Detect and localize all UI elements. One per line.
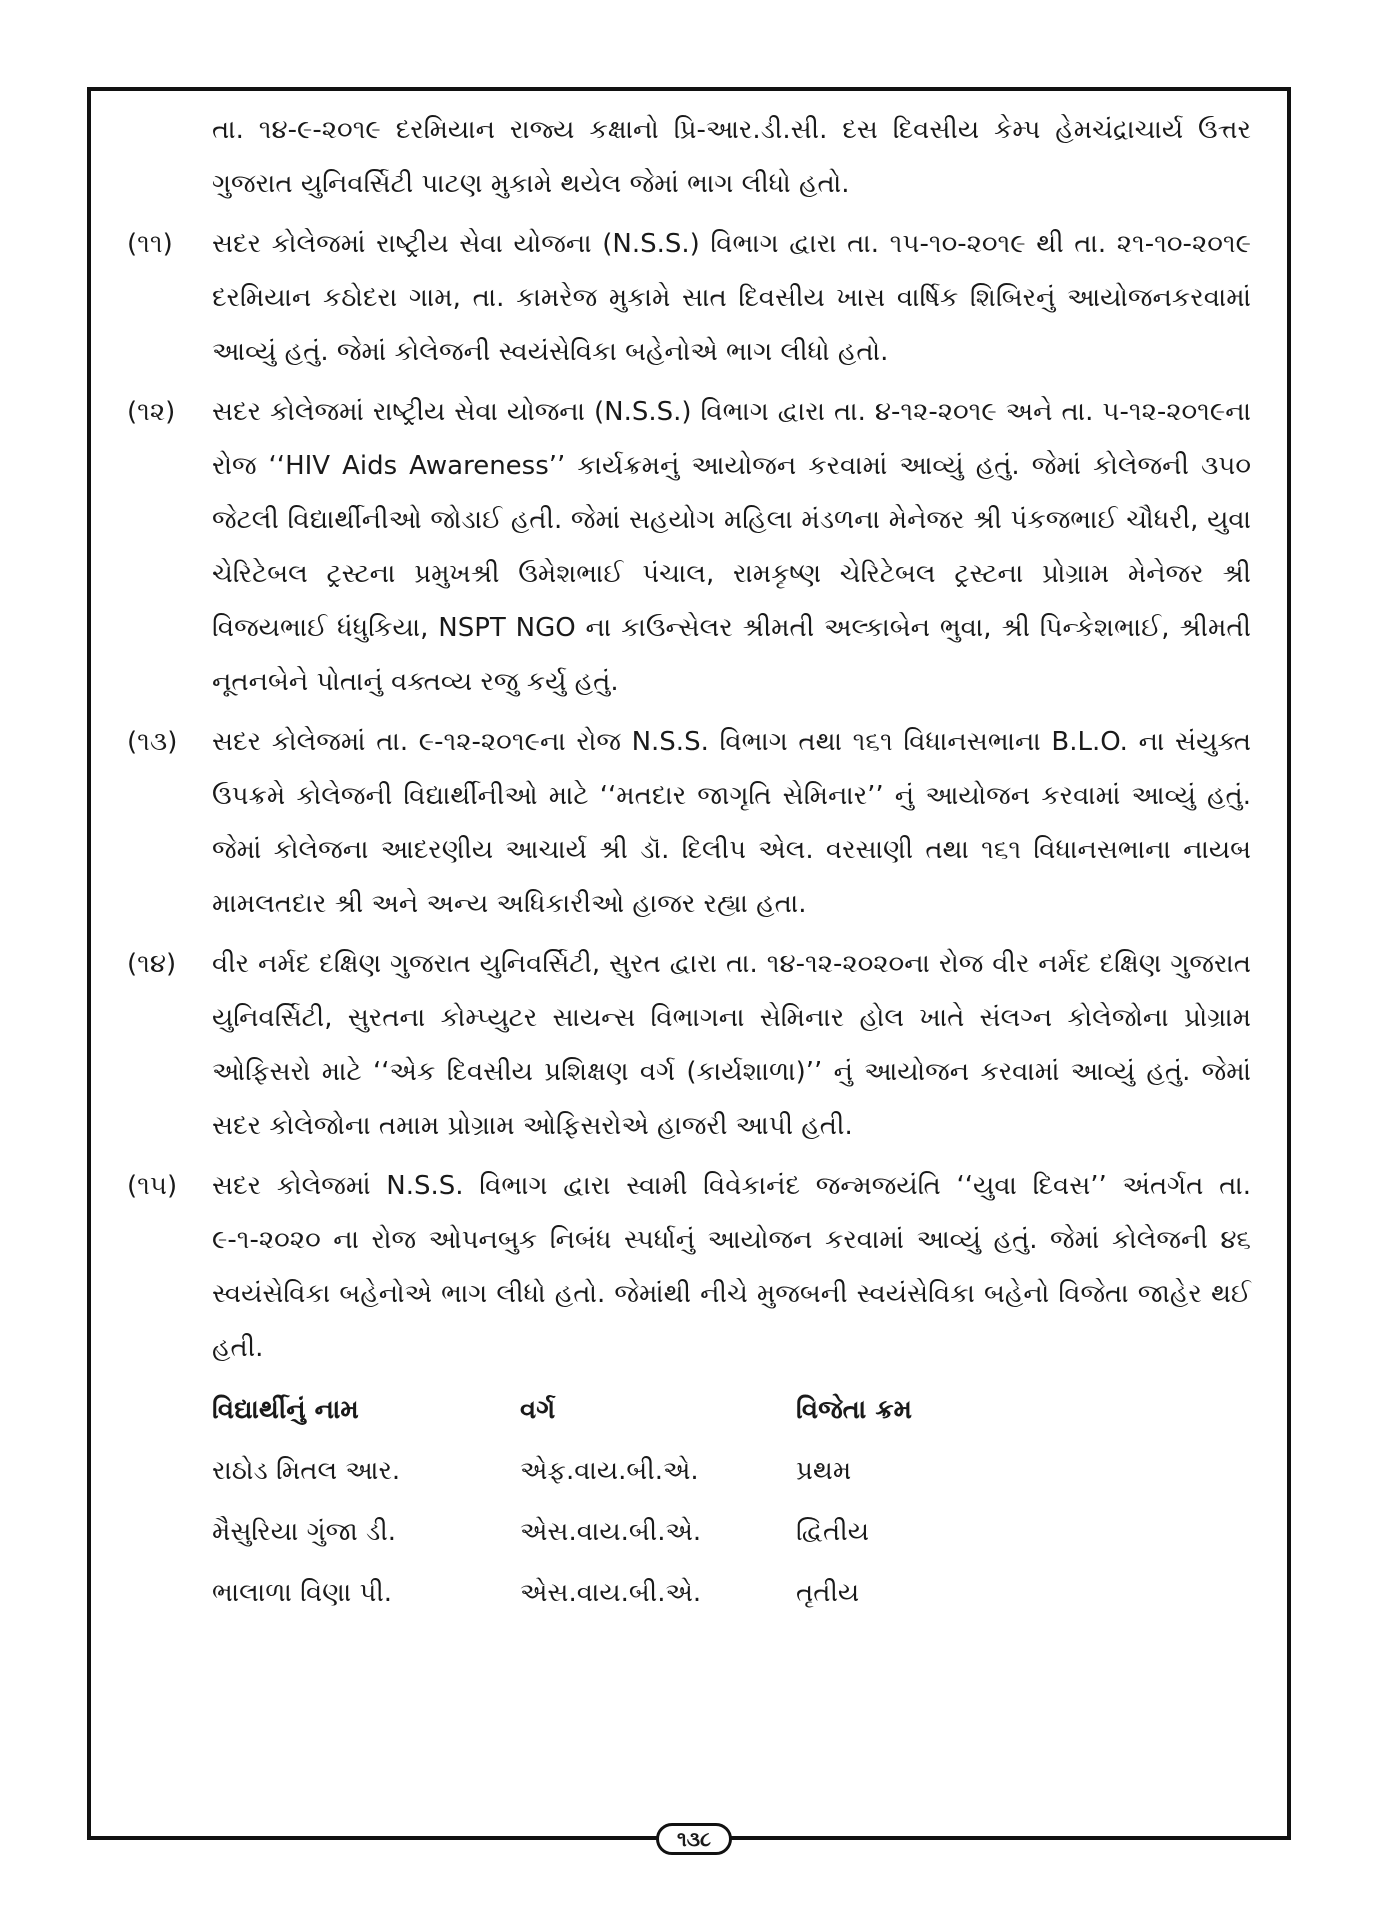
- student-name: મૈસુરિયા ગુંજા ડી.: [212, 1516, 397, 1547]
- winners-table: [127, 1379, 1251, 1623]
- table-row: [212, 1501, 1251, 1562]
- item-number: (૧૪): [127, 949, 177, 979]
- student-class: એફ.વાય.બી.એ.: [520, 1455, 699, 1486]
- item-number: (૧૫): [127, 1171, 178, 1201]
- column-header-name: વિદ્યાર્થીનું નામ: [212, 1394, 359, 1425]
- list-item: [127, 1159, 1251, 1375]
- column-header-rank: વિજેતા ક્રમ: [796, 1394, 913, 1425]
- winner-rank: તૃતીય: [796, 1577, 860, 1608]
- student-class: એસ.વાય.બી.એ.: [520, 1577, 702, 1608]
- intro-paragraph: તા. ૧૪-૯-૨૦૧૯ દરમિયાન રાજ્ય કક્ષાનો પ્રિ-આર.ડી.સી. દસ દિવસીય કેમ્પ હેમચંદ્રાચાર્ય ઉત્તર ગુજરાત યુનિવર્સિટી પાટણ મુકામે થયેલ જેમાં ભાગ લીધો હતો.: [212, 115, 1251, 199]
- student-class: એસ.વાય.બી.એ.: [520, 1516, 702, 1547]
- item-text: વીર નર્મદ દક્ષિણ ગુજરાત યુનિવર્સિટી, સુરત દ્વારા તા. ૧૪-૧૨-૨૦૨૦ના રોજ વીર નર્મદ દક્ષિણ ગુજરાત યુનિવર્સિટી, સુરતના કોમ્પ્યુટર સાયન્સ વિભાગના સેમિનાર હોલ ખાતે સંલગ્ન કોલેજોના પ્રોગ્રામ ઓફિસરો માટે ‘‘એક દિવસીય પ્રશિક્ષણ વર્ગ (કાર્યશાળા)’’ નું આયોજન કરવામાં આવ્યું હતું. જેમાં સદર કોલેજોના તમામ પ્રોગ્રામ ઓફિસરોએ હાજરી આપી હતી.: [212, 949, 1251, 1141]
- table-row: [212, 1562, 1251, 1623]
- item-text: સદર કોલેજમાં તા. ૯-૧૨-૨૦૧૯ના રોજ N.S.S. વિભાગ તથા ૧૬૧ વિધાનસભાના B.L.O. ના સંયુક્ત ઉપક્રમે કોલેજની વિદ્યાર્થીનીઓ માટે ‘‘મતદાર જાગૃતિ સેમિનાર’’ નું આયોજન કરવામાં આવ્યું હતું. જેમાં કોલેજના આદરણીય આચાર્ય શ્રી ડૉ. દિલીપ એલ. વરસાણી તથા ૧૬૧ વિધાનસભાના નાયબ મામલતદાર શ્રી અને અન્ય અધિકારીઓ હાજર રહ્યા હતા.: [212, 727, 1251, 919]
- page-content: [127, 103, 1251, 1623]
- item-text: સદર કોલેજમાં રાષ્ટ્રીય સેવા યોજના (N.S.S.) વિભાગ દ્વારા તા. ૧૫-૧૦-૨૦૧૯ થી તા. ૨૧-૧૦-૨૦૧૯ દરમિયાન કઠોદરા ગામ, તા. કામરેજ મુકામે સાત દિવસીય ખાસ વાર્ષિક શિબિરનું આયોજનકરવામાં આવ્યું હતું. જેમાં કોલેજની સ્વયંસેવિકા બહેનોએ ભાગ લીધો હતો.: [212, 229, 1251, 367]
- winner-rank: દ્વિતીય: [796, 1516, 869, 1547]
- item-number: (૧૩): [127, 727, 178, 757]
- student-name: રાઠોડ મિતલ આર.: [212, 1455, 401, 1486]
- winner-rank: પ્રથમ: [796, 1455, 852, 1486]
- list-item: [127, 937, 1251, 1153]
- page-number: ૧૩૮: [656, 1823, 732, 1855]
- item-text: સદર કોલેજમાં રાષ્ટ્રીય સેવા યોજના (N.S.S.) વિભાગ દ્વારા તા. ૪-૧૨-૨૦૧૯ અને તા. ૫-૧૨-૨૦૧૯ના રોજ ‘‘HIV Aids Awareness’’ કાર્યક્રમનું આયોજન કરવામાં આવ્યું હતું. જેમાં કોલેજની ૩૫૦ જેટલી વિદ્યાર્થીનીઓ જોડાઈ હતી. જેમાં સહયોગ મહિલા મંડળના મેનેજર શ્રી પંકજભાઈ ચૌધરી, યુવા ચેરિટેબલ ટ્રસ્ટના પ્રમુખશ્રી ઉમેશભાઈ પંચાલ, રામકૃષ્ણ ચેરિટેબલ ટ્રસ્ટના પ્રોગ્રામ મેનેજર શ્રી વિજયભાઈ ધંધુકિયા, NSPT NGO ના કાઉન્સેલર શ્રીમતી અલ્કાબેન ભુવા, શ્રી પિન્કેશભાઈ, શ્રીમતી નૂતનબેને પોતાનું વક્તવ્ય રજુ કર્યુ હતું.: [212, 397, 1251, 697]
- table-header-row: [212, 1379, 1251, 1440]
- list-item: [127, 715, 1251, 931]
- student-name: ભાલાળા વિણા પી.: [212, 1577, 393, 1608]
- list-item: [127, 217, 1251, 379]
- item-number: (૧૨): [127, 397, 176, 427]
- list-item: [127, 385, 1251, 709]
- table-row: [212, 1440, 1251, 1501]
- item-number: (૧૧): [127, 229, 173, 259]
- item-text: સદર કોલેજમાં N.S.S. વિભાગ દ્વારા સ્વામી વિવેકાનંદ જન્મજયંતિ ‘‘યુવા દિવસ’’ અંતર્ગત તા. ૯-૧-૨૦૨૦ ના રોજ ઓપનબુક નિબંધ સ્પર્ધાનું આયોજન કરવામાં આવ્યું હતું. જેમાં કોલેજની ૪૬ સ્વયંસેવિકા બહેનોએ ભાગ લીધો હતો. જેમાંથી નીચે મુજબની સ્વયંસેવિકા બહેનો વિજેતા જાહેર થઈ હતી.: [212, 1171, 1251, 1363]
- column-header-class: વર્ગ: [520, 1394, 556, 1425]
